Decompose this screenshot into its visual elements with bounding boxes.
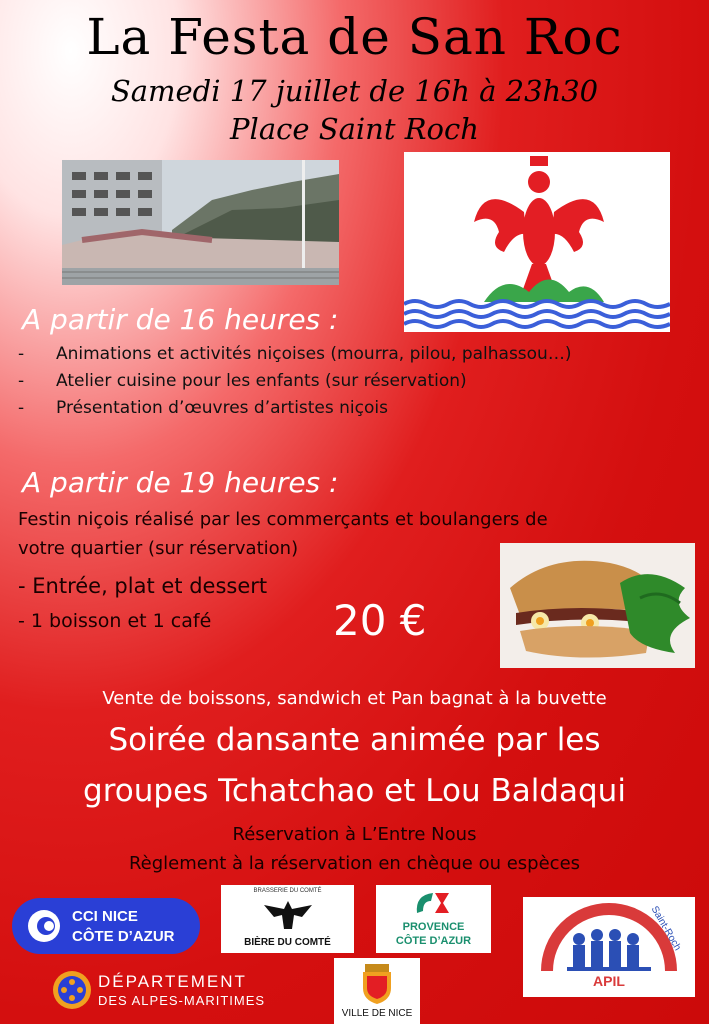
menu-line1: - Entrée, plat et dessert — [18, 574, 268, 598]
ca-mark-icon — [413, 889, 453, 917]
eagle-icon — [262, 897, 314, 933]
menu-line2: - 1 boisson et 1 café — [18, 610, 212, 632]
place-line: Place Saint Roch — [230, 112, 479, 146]
biere-logo — [221, 885, 354, 953]
cci-mark-icon — [26, 908, 62, 944]
apil-text: APIL — [593, 973, 625, 989]
date-line: Samedi 17 juillet de 16h à 23h30 — [110, 74, 599, 108]
reglement-line: Règlement à la réservation en chèque ou espèces — [128, 853, 581, 874]
departement-emblem-icon — [52, 970, 92, 1010]
nice-crest-icon — [359, 962, 395, 1004]
buvette-line: Vente de boissons, sandwich et Pan bagnat à la buvette — [102, 688, 607, 709]
biere-text: BIÈRE DU COMTÉ — [244, 937, 331, 948]
price: 20 € — [333, 596, 427, 645]
cci-line2: CÔTE D’AZUR — [72, 928, 175, 945]
ville-text: VILLE DE NICE — [341, 1008, 413, 1019]
ca-logo — [376, 885, 491, 953]
departement-line1: DÉPARTEMENT — [98, 972, 247, 991]
section1-item: - Animations et activités niçoises (mourra, pilou, palhassou…) — [18, 344, 572, 364]
ca-line2: CÔTE D’AZUR — [395, 935, 472, 947]
section1-heading: A partir de 16 heures : — [22, 303, 339, 336]
festin-line1: Festin niçois réalisé par les commerçants et boulangers de — [18, 509, 548, 530]
section1-item: - Présentation d’œuvres d’artistes niçois — [18, 398, 388, 418]
cci-logo — [12, 898, 200, 954]
departement-line2: DES ALPES-MARITIMES — [98, 993, 266, 1008]
page-title: La Festa de San Roc — [86, 8, 623, 66]
ca-line1: PROVENCE — [402, 921, 465, 933]
pan-bagnat-photo — [500, 543, 695, 668]
biere-top-text: BRASSERIE DU COMTÉ — [253, 888, 322, 894]
cci-line1: CCI NICE — [72, 908, 138, 925]
festin-line2: votre quartier (sur réservation) — [18, 538, 299, 559]
section1-item: - Atelier cuisine pour les enfants (sur réservation) — [18, 371, 467, 391]
soiree-line1: Soirée dansante animée par les — [108, 722, 601, 758]
ville-de-nice-logo — [334, 958, 420, 1024]
apil-logo — [523, 897, 695, 997]
section2-heading: A partir de 19 heures : — [22, 466, 339, 499]
apil-arc-text: Saint-Roch — [648, 904, 683, 953]
soiree-line2: groupes Tchatchao et Lou Baldaqui — [83, 773, 626, 809]
reservation-line: Réservation à L’Entre Nous — [232, 824, 477, 845]
place-photo — [62, 160, 339, 285]
nice-flag — [404, 152, 670, 332]
